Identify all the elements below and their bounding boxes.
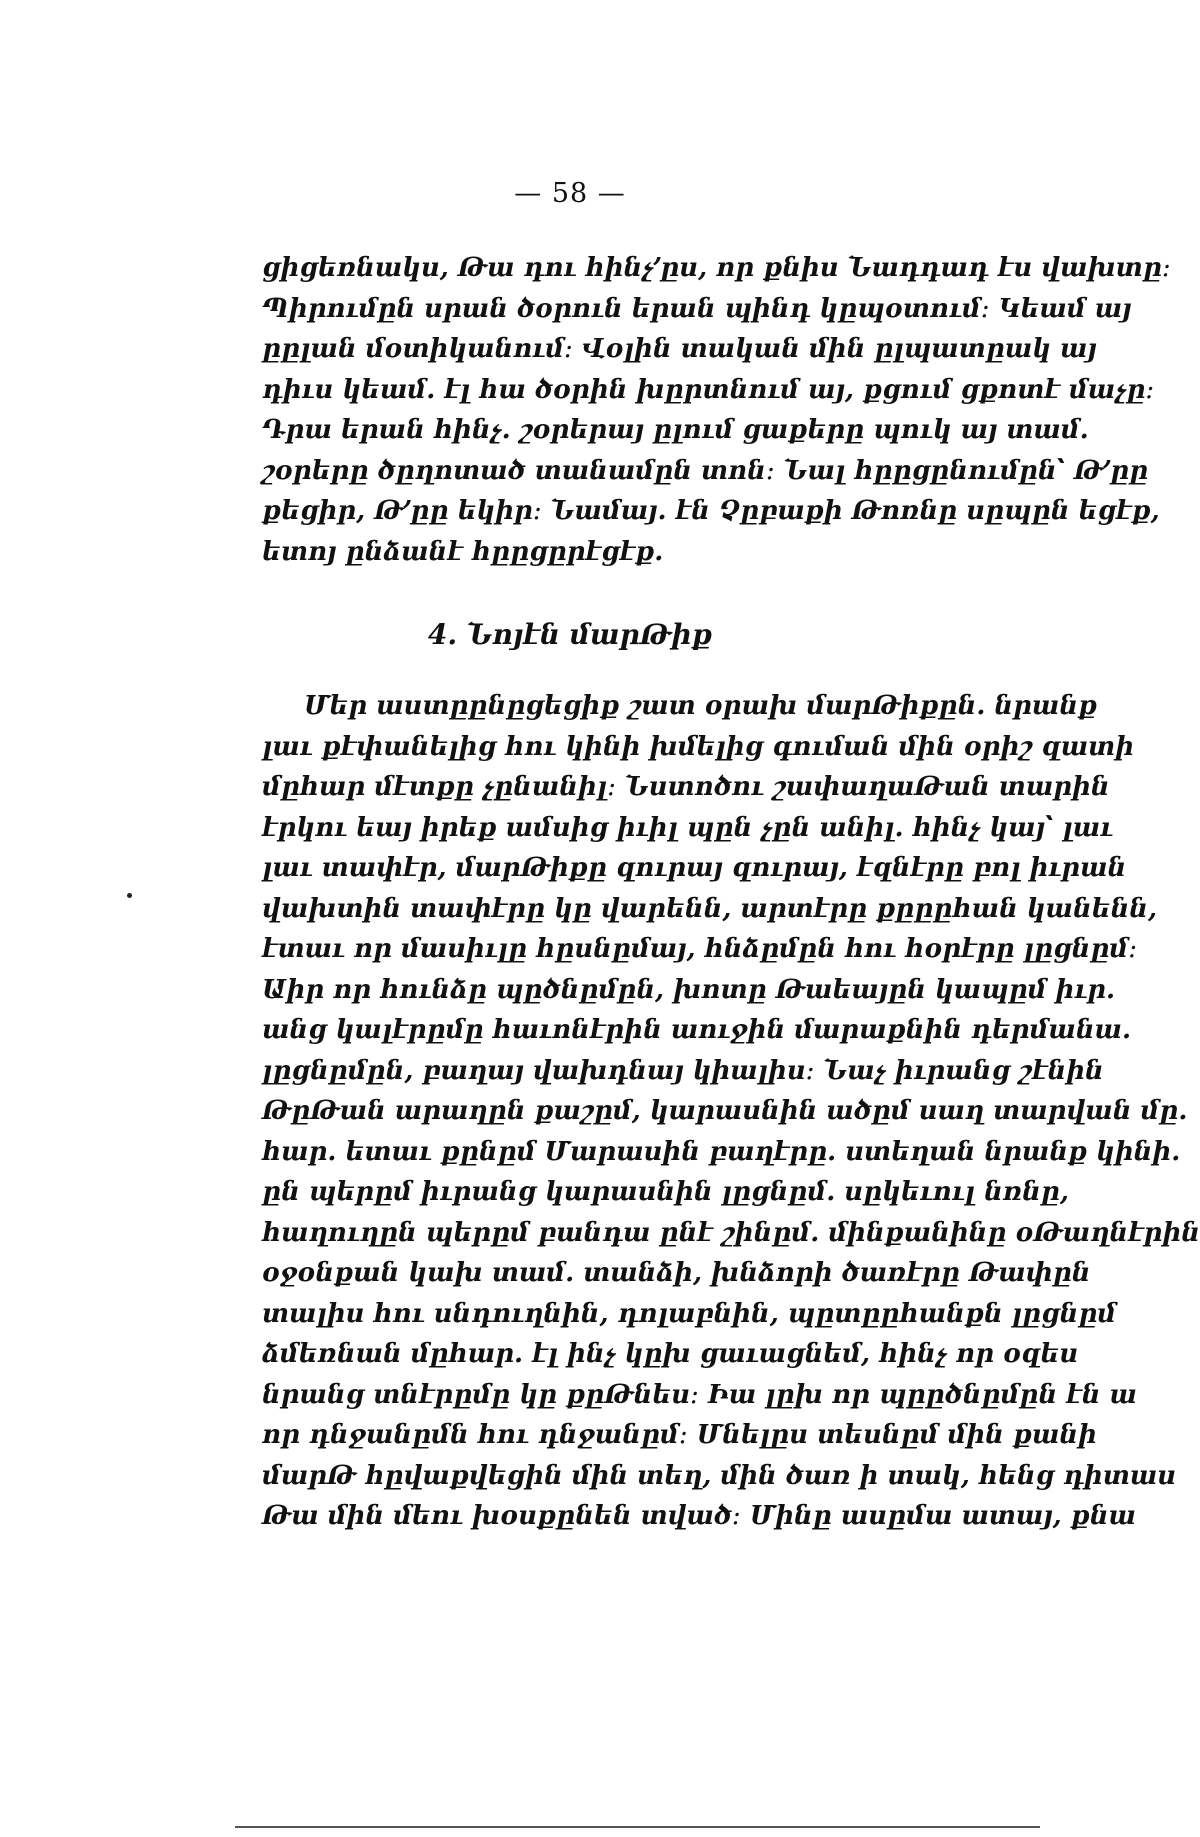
text-line: տալիս հու սնդուղնին, դոլաբնին, պըտըըհանքն լըցնըմ	[262, 1298, 1117, 1329]
text-line: վախտին տափէրը կը վարենն, արտէրը քըըըհան կանենն,	[262, 893, 1158, 924]
text-line: Թա մին մեու խօսքընեն տված։ Մինը ասըմա ատայ, քնա	[262, 1501, 1136, 1531]
text-line: մըհար մէտքը չընանիլ։ Նստոծու շափաղաԹան տարին	[262, 772, 1110, 802]
text-line: ըըլան մօտիկանում։ Վօլին տական մին ըլպատըակ այ	[262, 334, 1097, 364]
text-line: ցիցեռնակս, Թա դու հինչ՚ըս, որ քնիս Նադդադ էս վախտը։	[262, 253, 1171, 283]
text-line: լըցնըմըն, բաղայ վախդնայ կիալիս։ Նաչ իւրանց շէնին	[262, 1055, 1104, 1086]
text-line: ԹըԹան արաղըն քաշըմ, կարասնին ածըմ սաղ տարվան մը.	[262, 1096, 1188, 1126]
paragraph-1	[262, 248, 1171, 572]
text-line: Դրա երան հինչ. շօրերայ ըլում ցաքերը պուկ այ տամ.	[262, 415, 1089, 445]
page-bottom-edge	[235, 1826, 1040, 1828]
ink-speck	[127, 893, 132, 898]
section-heading: 4. Նոյէն մարԹիք	[427, 618, 713, 651]
text-line: էրկու եայ իրեք ամսից իւիլ պըն չըն անիլ. հինչ կայ՝ լաւ	[262, 812, 1113, 843]
text-line: քեցիր, Թ՚ըը եկիր։ Նամայ. էն Չըբաքի Թոռնը սըպըն եցէք,	[262, 496, 1160, 526]
text-line: դիւս կեամ. էլ հա ծօրին խըրտնում այ, քցում ցքոտէ մաչը։	[262, 374, 1155, 405]
paragraph-2	[262, 686, 1200, 1537]
text-line: մարԹ հըվաքվեցին մին տեղ, մին ծառ ի տակ, հենց դիտաս	[262, 1460, 1177, 1491]
text-line: ըն պերըմ իւրանց կարասնին լըցնըմ. սըկեւուլ նռնը,	[262, 1177, 1069, 1207]
text-line: լաւ տափէր, մարԹիքը զուրայ զուրայ, էզնէրը բոլ իւրան	[262, 853, 1127, 883]
text-line: Մեր աստըընըցեցիք շատ օրախ մարԹիքըն. նրանք	[304, 691, 1098, 721]
text-line: հար. ետաւ քընըմ Մարասին բաղէրը. ստեղան նրանք կինի.	[262, 1136, 1181, 1167]
text-line: անց կալէրըմը հաւոնէրին աուջին մարաքնին դերմանա.	[262, 1015, 1132, 1045]
text-line: նրանց տնէրըմը կը քըԹնես։ Իա լըխ որ պըըծնըմըն էն ա	[262, 1379, 1137, 1410]
text-line: օջօնքան կախ տամ. տանձի, խնձորի ծառէրը Թափըն	[262, 1258, 1091, 1288]
text-line: լաւ քէփանելից հու կինի խմելից գուման մին օրիշ զատի	[262, 731, 1135, 762]
text-line: Աիր որ հունձը պըծնըմըն, խոտը Թաեայըն կապըմ իւր.	[262, 974, 1116, 1005]
page-number: — 58 —	[514, 178, 626, 209]
text-line: որ դնջանըմն հու դնջանըմ։ Մնելըս տեսնըմ մին քանի	[262, 1420, 1097, 1450]
text-line: Պիրումըն սրան ծօրուն երան պինդ կըպօտում։ Կեամ այ	[262, 293, 1132, 324]
text-line: ետոյ ընձանէ հըըցըրէցէք.	[262, 536, 664, 567]
text-line: ձմեռնան մըհար. էլ ինչ կըխ ցաւացնեմ, հինչ որ օզես	[262, 1339, 1079, 1369]
text-line: հաղուղըն պերըմ բանդա ընէ շինըմ. մինքանինը օԹաղնէրին	[262, 1217, 1200, 1248]
text-line: շօրերը ծըղոտած տանամըն տոն։ Նալ հըըցընումըն՝ Թ՚ըը	[262, 455, 1149, 486]
text-line: էտաւ որ մասիւլը հըսնըմայ, հնձըմըն հու հօրէրը լըցնըմ։	[262, 934, 1138, 964]
